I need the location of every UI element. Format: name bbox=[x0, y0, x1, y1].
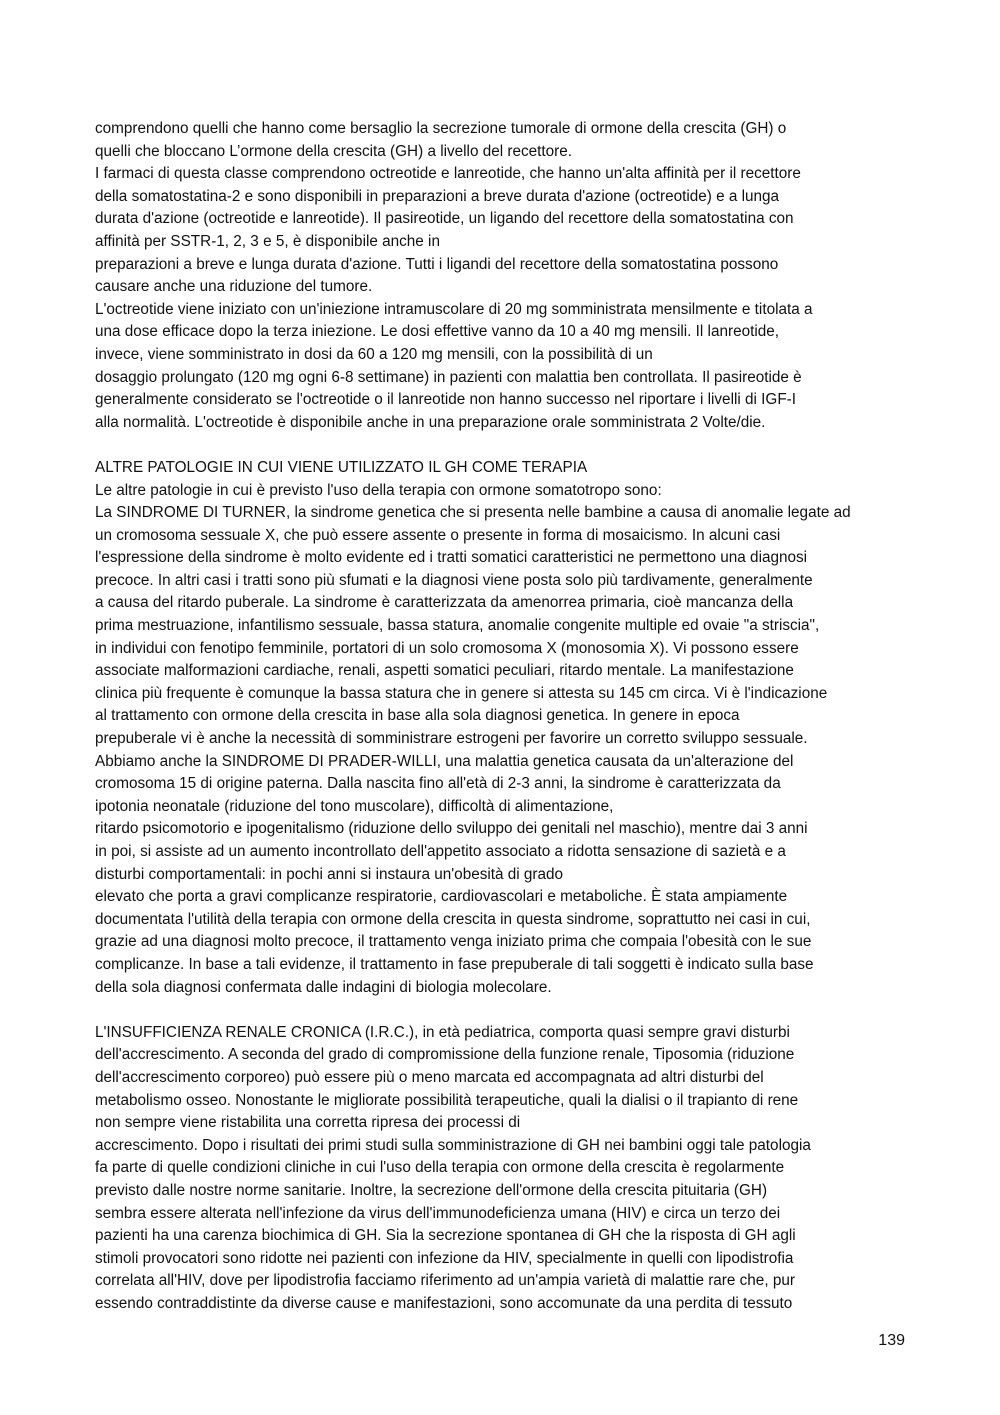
text-line: affinità per SSTR-1, 2, 3 e 5, è disponibile anche in bbox=[95, 232, 440, 250]
text-line: alla normalità. L'octreotide è disponibile anche in una preparazione orale somministrata 2 Volte/die. bbox=[95, 413, 766, 431]
page-number: 139 bbox=[878, 1332, 905, 1349]
text-line: disturbi comportamentali: in pochi anni si instaura un'obesità di grado bbox=[95, 865, 564, 883]
text-line: grazie ad una diagnosi molto precoce, il trattamento venga iniziato prima che compaia l'obesità con le sue bbox=[95, 933, 812, 951]
text-line: un cromosoma sessuale X, che può essere assente o presente in forma di mosaicismo. In alcuni casi bbox=[95, 526, 781, 544]
text-line: previsto dalle nostre norme sanitarie. Inoltre, la secrezione dell'ormone della crescita pituitaria (GH) bbox=[95, 1181, 768, 1199]
text-line: associate malformazioni cardiache, renali, aspetti somatici peculiari, ritardo mentale. La manifestazione bbox=[95, 662, 794, 680]
text-line: durata d'azione (octreotide e lanreotide). Il pasireotide, un ligando del recettore della somatostatina con bbox=[95, 210, 794, 228]
text-line: non sempre viene ristabilita una corretta ripresa dei processi di bbox=[95, 1114, 521, 1132]
text-line: ritardo psicomotorio e ipogenitalismo (riduzione dello sviluppo dei genitali nel maschio), mentre dai 3 anni bbox=[95, 820, 808, 838]
text-line: correlata all'HIV, dove per lipodistrofia facciamo riferimento ad un'ampia varietà di malattie rare che, pur bbox=[95, 1272, 795, 1290]
paragraph-gap bbox=[95, 434, 910, 457]
text-line: comprendono quelli che hanno come bersaglio la secrezione tumorale di ormone della crescita (GH) o bbox=[95, 120, 787, 137]
text-line: metabolismo osseo. Nonostante le migliorate possibilità terapeutiche, quali la dialisi o il trapianto di rene bbox=[95, 1091, 799, 1109]
text-line: fa parte di quelle condizioni cliniche in cui l'uso della terapia con ormone della crescita è regolarmente bbox=[95, 1159, 785, 1177]
text-line: Le altre patologie in cui è previsto l'uso della terapia con ormone somatotropo sono: bbox=[95, 481, 662, 499]
text-line: al trattamento con ormone della crescita in base alla sola diagnosi genetica. In genere in epoca bbox=[95, 707, 740, 725]
text-line: una dose efficace dopo la terza iniezione. Le dosi effettive vanno da 10 a 40 mg mensili. Il lanreotide, bbox=[95, 323, 779, 341]
document-body bbox=[95, 118, 910, 1315]
text-line: dell'accrescimento corporeo) può essere più o meno marcata ed accompagnata ad altri disturbi del bbox=[95, 1068, 764, 1086]
text-line: stimoli provocatori sono ridotte nei pazienti con infezione da HIV, specialmente in quelli con lipodistrofia bbox=[95, 1249, 794, 1267]
text-line: prepuberale vi è anche la necessità di somministrare estrogeni per favorire un corretto sviluppo sessuale. bbox=[95, 730, 808, 748]
text-block bbox=[95, 1022, 910, 1316]
text-line: l'espressione della sindrome è molto evidente ed i tratti somatici caratteristici ne permettono una diagnosi bbox=[95, 549, 808, 567]
text-line: ipotonia neonatale (riduzione del tono muscolare), difficoltà di alimentazione, bbox=[95, 797, 614, 815]
text-line: generalmente considerato se l'octreotide o il lanreotide non hanno successo nel riportare i livelli di IGF-I bbox=[95, 391, 797, 409]
text-block bbox=[95, 118, 910, 434]
text-line: La SINDROME DI TURNER, la sindrome genetica che si presenta nelle bambine a causa di anomalie legate ad bbox=[95, 504, 851, 522]
text-line: quelli che bloccano L’ormone della crescita (GH) a livello del recettore. bbox=[95, 142, 572, 160]
text-line: preparazioni a breve e lunga durata d'azione. Tutti i ligandi del recettore della somatostatina possono bbox=[95, 255, 779, 273]
text-line: prima mestruazione, infantilismo sessuale, bassa statura, anomalie congenite multiple ed ovaie "a striscia", bbox=[95, 617, 820, 635]
text-line: L'octreotide viene iniziato con un'iniezione intramuscolare di 20 mg somministrata mensilmente e titolata a bbox=[95, 300, 813, 318]
text-line: I farmaci di questa classe comprendono octreotide e lanreotide, che hanno un'alta affinità per il recettore bbox=[95, 165, 801, 183]
text-line: invece, viene somministrato in dosi da 60 a 120 mg mensili, con la possibilità di un bbox=[95, 345, 653, 363]
text-line: complicanze. In base a tali evidenze, il trattamento in fase prepuberale di tali soggetti è indicato sulla base bbox=[95, 955, 814, 973]
text-line: dell'accrescimento. A seconda del grado di compromissione della funzione renale, Tiposomia (riduzione bbox=[95, 1046, 795, 1064]
text-line: sembra essere alterata nell'infezione da virus dell'immunodeficienza umana (HIV) e circa un terzo dei bbox=[95, 1204, 781, 1222]
text-line: della somatostatina-2 e sono disponibili in preparazioni a breve durata d'azione (octreotide) e a lunga bbox=[95, 187, 780, 205]
text-line: pazienti ha una carenza biochimica di GH. Sia la secrezione spontanea di GH che la risposta di GH agli bbox=[95, 1227, 796, 1245]
text-line: precoce. In altri casi i tratti sono più sfumati e la diagnosi viene posta solo più tardivamente, generalmente bbox=[95, 571, 813, 589]
text-line: elevato che porta a gravi complicanze respiratorie, cardiovascolari e metaboliche. È stata ampiamente bbox=[95, 888, 788, 906]
text-line: documentata l'utilità della terapia con ormone della crescita in questa sindrome, soprattutto nei casi in cui, bbox=[95, 910, 811, 928]
text-block bbox=[95, 457, 910, 999]
text-line: dosaggio prolungato (120 mg ogni 6-8 settimane) in pazienti con malattia ben controllata. Il pasireotide è bbox=[95, 368, 802, 386]
text-line: in poi, si assiste ad un aumento incontrollato dell'appetito associato a ridotta sensazione di sazietà e a bbox=[95, 843, 786, 860]
text-line: ALTRE PATOLOGIE IN CUI VIENE UTILIZZATO IL GH COME TERAPIA bbox=[95, 458, 588, 476]
text-line: causare anche una riduzione del tumore. bbox=[95, 278, 373, 296]
text-line: a causa del ritardo puberale. La sindrome è caratterizzata da amenorrea primaria, cioè mancanza della bbox=[95, 594, 794, 612]
text-line: clinica più frequente è comunque la bassa statura che in genere si attesta su 145 cm circa. Vi è l'indicazione bbox=[95, 684, 828, 702]
text-line: accrescimento. Dopo i risultati dei primi studi sulla somministrazione di GH nei bambini oggi tale patologia bbox=[95, 1136, 811, 1154]
text-line: cromosoma 15 di origine paterna. Dalla nascita fino all'età di 2-3 anni, la sindrome è caratterizzata da bbox=[95, 775, 781, 793]
text-line: in individui con fenotipo femminile, portatori di un solo cromosoma X (monosomia X). Vi possono essere bbox=[95, 639, 799, 657]
text-line: della sola diagnosi confermata dalle indagini di biologia molecolare. bbox=[95, 978, 552, 996]
text-line: L'INSUFFICIENZA RENALE CRONICA (I.R.C.), in età pediatrica, comporta quasi sempre gravi disturbi bbox=[95, 1023, 790, 1041]
paragraph-gap bbox=[95, 999, 910, 1022]
text-line: Abbiamo anche la SINDROME DI PRADER-WILLI, una malattia genetica causata da un'alterazione del bbox=[95, 752, 794, 770]
text-line: essendo contraddistinte da diverse cause e manifestazioni, sono accomunate da una perdita di tessuto bbox=[95, 1294, 793, 1312]
